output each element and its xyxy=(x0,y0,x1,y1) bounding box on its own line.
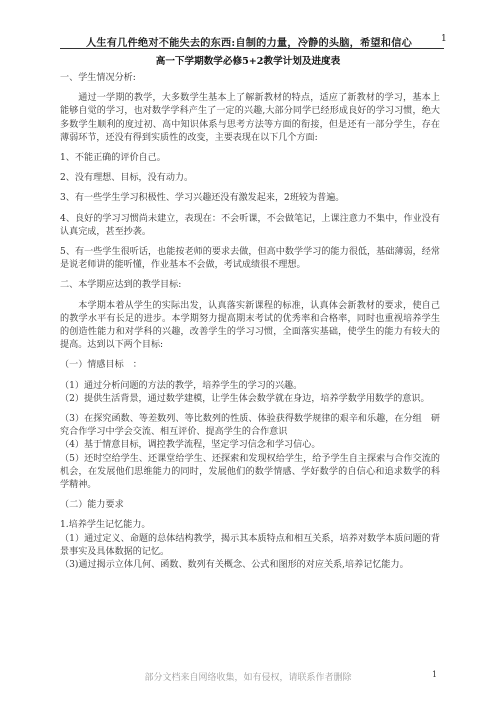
goal-item-4: （4）基于情意目标，调控教学流程，坚定学习信念和学习信心。 xyxy=(60,440,321,451)
ability-sub-item-1: （1）通过定义、命题的总体结构教学，揭示其本质特点和相互关系，培养对数学本质问题的背景事实及具体数据的记忆。 xyxy=(60,533,440,557)
header-motto: 人生有几件绝对不能失去的东西:自制的力量，冷静的头脑，希望和信心 xyxy=(86,37,412,49)
list-item-5: 5、有一些学生很听话，也能按老师的要求去做，但高中数学学习的能力很低，基础薄弱，经常是说老师讲的能听懂，作业基本不会做，考试成绩很不理想。 xyxy=(60,247,440,271)
document-title: 高一下学期数学必修5+2教学计划及进度表 xyxy=(155,56,341,67)
document-body xyxy=(60,72,440,572)
list-item-2: 2、没有理想、目标，没有动力。 xyxy=(60,173,194,184)
paragraph-teaching-goals: 本学期本着从学生的实际出发，认真落实新课程的标准，认真体会新教材的要求，使自己的教学水平有长足的进步。本学期努力提高期末考试的优秀率和合格率，同时也重视培养学生的创造性能力和对学科的兴趣，改善学生的学习习惯，全面落实基础，使学生的能力有较大的提高。达到以下两个目标: xyxy=(60,300,440,351)
subsection-heading-ability-requirements: （二）能力要求 xyxy=(60,500,124,511)
goal-item-5: （5）还时空给学生、还课堂给学生、还探索和发现权给学生，给予学生自主探索与合作交流的机会，在发展他们思维能力的同时，发展他们的数学情感、学好数学的自信心和追求数学的科学精神。 xyxy=(60,453,440,491)
footer-page-number: 1 xyxy=(432,670,438,679)
section-heading-teaching-goals: 二、本学期应达到的教学目标: xyxy=(60,280,182,291)
list-item-4: 4、良好的学习习惯尚未建立，表现在：不会听课，不会做笔记，上课注意力不集中，作业没有认真完成，甚至抄袭。 xyxy=(60,213,440,237)
section-heading-student-analysis: 一、学生情况分析: xyxy=(60,73,136,83)
paragraph-student-analysis: 通过一学期的教学，大多数学生基本上了解新教材的特点，适应了新教材的学习，基本上能够自觉的学习，也对数学学科产生了一定的兴趣,大部分同学已经形成良好的学习习惯，绝大多数学生顺利的度过初、高中知识体系与思考方法等方面的衔接，但是还有一部分学生，存在薄弱环节，还没有得到实质性的改变，主要表现在以下几个方面: xyxy=(60,93,440,143)
ability-sub-item-3: （3)通过揭示立体几何、函数、数列有关概念、公式和图形的对应关系,培养记忆能力。 xyxy=(60,560,409,571)
list-item-3: 3、有一些学生学习积极性、学习兴趣还没有激发起来，2班较为普遍。 xyxy=(60,193,345,204)
subsection-heading-emotional-goals: （一）情感目标 ： xyxy=(60,360,142,371)
header-page-number: 1 xyxy=(441,34,447,44)
goal-item-1: （1）通过分析问题的方法的教学，培养学生的学习的兴趣。 xyxy=(60,380,303,391)
ability-item-1: 1.培养学生记忆能力。 xyxy=(60,520,151,531)
goal-item-2: （2）提供生活背景，通过数学建模，让学生体会数学就在身边，培养学数学用数学的意识。 xyxy=(60,393,430,404)
footer-notice: 部分文档来自网络收集，如有侵权，请联系作者删除 xyxy=(144,673,352,683)
goal-item-3: （3）在探究函数、等差数列、等比数列的性质、体验获得数学规律的艰辛和乐趣，在分组 研究合作学习中学会交流、相互评价、提高学生的合作意识 xyxy=(60,414,440,438)
list-item-1: 1、不能正确的评价自己。 xyxy=(60,153,166,164)
header-divider xyxy=(60,48,444,49)
